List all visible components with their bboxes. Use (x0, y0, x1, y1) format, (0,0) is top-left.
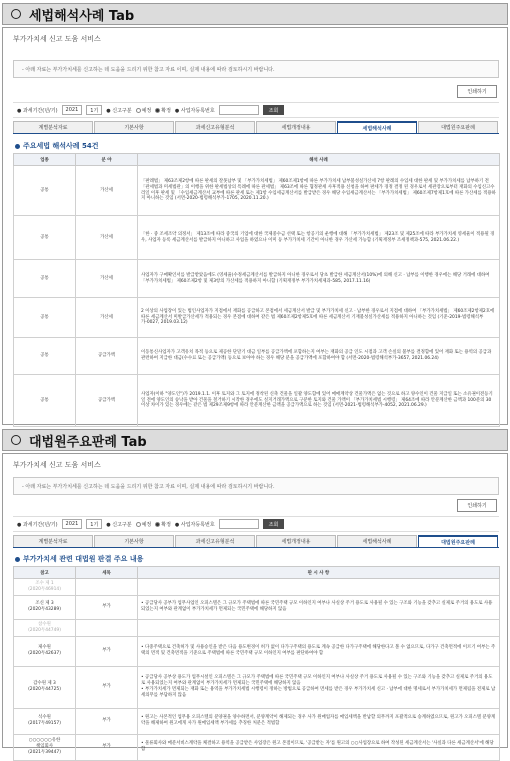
col-header-industry: 업종 (14, 154, 76, 166)
table-row (14, 619, 500, 636)
bizno-label: ● 사업자등록번호 (174, 521, 215, 528)
ref-cell: 조수 제 1 (2020두46914) (14, 579, 76, 596)
tab-bar (13, 121, 499, 134)
count-title: 주요세법 해석사례 54건 (15, 141, 98, 151)
ruling-text-cell (138, 619, 500, 636)
field-cell: 공급가액 (76, 375, 138, 427)
interpretation-table (13, 153, 500, 427)
screenshot-panel-supreme-court (2, 453, 508, 756)
radio-final[interactable]: 확정 (155, 521, 171, 528)
table-row (14, 595, 500, 619)
bizno-input[interactable] (219, 105, 259, 115)
radio-preliminary[interactable]: 예정 (136, 107, 152, 114)
ruling-text-cell: • 공급당사 공부상 용도가 업무시설인 오피스텔은 그 규모가 주택법에 따른 국민주택 규모 이하인지 여부나 사실상 주거 용도로 사용될 수 있는 구조와 기능을 갖추고 실제로 주거의 용도로 사용되었는지 여부와 관계없이 부가가치세가 면제되는 국민주택에 해당하지 않음 • 부가가치세가 면제되는 재화 또는 용역을 부가가치세법 시행령이 정하는 방법으로 공급하여 면세를 받은 경우 부가가치세 신고 · 납부에 대한 명세로서 부가가치세가 면제됨을 전제로 납세의무를 부담하지 않음 (138, 666, 500, 708)
table-row (14, 375, 500, 427)
tab-4[interactable]: 세법해석사례 (337, 121, 417, 133)
tab-2[interactable]: 과세신고유형분석 (175, 121, 255, 133)
ruling-text-cell: • 원고는 사본적인 업무용 오피스텔의 분양권을 양수하면서, 분양계약이 해제되는 경우 사가 원매업자를 매입세액을 반납할 의무까지 포괄적으로 승계하였으므로, 원고가 오피스텔 분양계약을 해제하여 원고에게 사가 원매입세액 부가세를 추징한 처분은 적법함 (138, 708, 500, 734)
case-text-cell: 2 이상의 사업장이 있는 법인사업자가 지점에서 재화를 공급하고 본점에서 세금계산서 발급 및 부가가치세 신고 · 납부한 경우로서 지점에 대하여 「부가가치세법」 제60조제2항제2호에 따른 세금계산서 미발급가산세가 적용되는 경우 본점에 대하여 같은 법 제60조제2항제5호에 따른 세금계산서 기재불성실가산세를 적용하지 아니하는 것임 (기준-2019-법령해석부가-0027, 2019.03.12) (138, 298, 500, 338)
case-text-cell: 「판례법」 제63조제2항에 따른 판세의 잘못납부 및 「부가가치세법」 제60조제1항에 따른 부가가치세 납부불성실가산세 7항 판례의 수입세 대한 판세 및 부가가치세를 납부하기 전 「관세법과 미세법관」의 이행을 위한 판세법상의 특례에 따른 관세법」 제63조에 따른 협정관세 사후적용 신청을 하여 판세가 경정 결정 된 경우로서 세관장으로부터 재화의 수입신고수리일 이후 판세 및 「수입세금계산서 교부에 따른 관세 또는 제1항 수입세금계산서를 발급받은 경우 해당 수입세금계산서는 「부가가치세법」 제60조제7항제1호에 따른 가산세를 적용하지 아니하는 것임 (서면-2020-법령해석부가-1705, 2020.11.20.) (138, 166, 500, 216)
ruling-text-cell: • 다중주택으로 건축허가 및 사용승인을 받은 다음 용도변경이 허가 없이 다가구주택의 용도로 계속 공급한 다가구주택에 해당한다고 볼 수 없으므로, 다가구 건축면적에 이르기 여부는 주택의 면적 및 건축면적을 기준으로 주택법에 따른 국민주택 규모 이하인지 여부를 판단하여야 함 (138, 636, 500, 666)
query-button[interactable]: 조회 (263, 519, 285, 529)
industry-cell: 공통 (14, 375, 76, 427)
col-header-ruling: 판 시 사 항 (138, 567, 500, 579)
radio-final[interactable]: 확정 (155, 107, 171, 114)
tab-bar (13, 535, 499, 548)
col-header-tax: 세목 (76, 567, 138, 579)
field-cell: 공급가액 (76, 338, 138, 375)
industry-cell: 공통 (14, 338, 76, 375)
tax-cell: 부가 (76, 666, 138, 708)
col-header-field: 분 야 (76, 154, 138, 166)
bizno-input[interactable] (219, 519, 259, 529)
table-row (14, 166, 500, 216)
circle-bullet-icon (11, 9, 21, 19)
report-type-label: ● 신고구분 (106, 521, 132, 528)
industry-cell: 공통 (14, 260, 76, 298)
table-row (14, 579, 500, 596)
industry-cell: 공통 (14, 216, 76, 260)
tax-cell: 부가 (76, 636, 138, 666)
bizno-label: ● 사업자등록번호 (174, 107, 215, 114)
ruling-text-cell: • 물류회사와 매분서비스계약을 체결하고 용역을 공급받은 사업장은 원고 본점이므로, '공급받는 자'를 원고의 ○○사업장으로 하여 작성된 세금계산서는 '사실과 다른 세금계산서'에 해당함 (138, 734, 500, 760)
table-row (14, 260, 500, 298)
section-header-supreme-court (2, 429, 508, 451)
notice-text: - 아래 자료는 부가가치세를 신고하는 데 도움을 드리기 위한 참고 자료 이며, 실제 내용에 따라 검토하시기 바랍니다. (22, 483, 275, 490)
tab-4[interactable]: 세법해석사례 (337, 535, 417, 547)
circle-bullet-icon (11, 435, 21, 445)
tax-cell (76, 579, 138, 596)
print-button[interactable]: 인쇄하기 (457, 85, 497, 98)
case-text-cell: 사업자(이하 "양도인")가 2019.1.1. 이후 토지와 그 토지에 정착된 신축 건물을 일괄 양도함에 있어 매매계약상 건물가액은 없는 것으로 하고 양수인이 건물 지급일 또는 소유권이전등기일 전에 양도인의 승낙을 받아 건물을 철거하기 시작한 경우에도 실지거래가액으로 구분한 토지와 건물 가액이 「부가가치세법 시행령」 제64조에 따라 안분계산한 금액과 100분의 30 이상 차이가 있는 경우에는 같은 법 제29조제9항에 따라 안분계산한 금액을 공급가액으로 하는 것임 (서면-2021-법령해석부가-4052, 2021.06.29.) (138, 375, 500, 427)
table-row (14, 338, 500, 375)
query-button[interactable]: 조회 (263, 105, 285, 115)
period-label: ● 과세기간(년/기) (17, 521, 58, 528)
service-title: 부가가치세 신고 도움 서비스 (13, 35, 101, 43)
ref-cell: 제수원 (2020두42637) (14, 636, 76, 666)
tax-cell: 부가 (76, 595, 138, 619)
tab-0[interactable]: 계별분석자료 (13, 121, 93, 133)
term-select[interactable]: 1기 (86, 105, 102, 115)
field-cell: 가산세 (76, 166, 138, 216)
tab-3[interactable]: 세법개정내용 (256, 121, 336, 133)
tab-2[interactable]: 과세신고유형분석 (175, 535, 255, 547)
tab-1[interactable]: 기본사항 (94, 121, 174, 133)
tax-cell: 부가 (76, 734, 138, 760)
bullet-icon (15, 557, 20, 562)
ref-cell: 참수원 (2020두44749) (14, 619, 76, 636)
ruling-text-cell: • 공급당사 공부가 업무사업인 오피스텔은 그 규모가 주택법에 따른 국민주택 규모 이하인지 여부나 사실상 주거 용도로 사용될 수 있는 구조와 기능을 갖추고 실제로 주거의 용도로 사용되었는지 여부와 관계없이 부가가치세가 면제되는 국민주택에 해당하지 않음 (138, 595, 500, 619)
table-row (14, 734, 500, 760)
table-row (14, 636, 500, 666)
notice-box (13, 477, 499, 495)
print-button[interactable]: 인쇄하기 (457, 499, 497, 512)
field-cell: 가산세 (76, 216, 138, 260)
service-title: 부가가치세 신고 도움 서비스 (13, 461, 101, 469)
bullet-icon (15, 144, 20, 149)
filter-row (13, 516, 499, 532)
tab-5[interactable]: 대법원주요판례 (418, 535, 498, 547)
table-row (14, 216, 500, 260)
term-select[interactable]: 1기 (86, 519, 102, 529)
section-title: 세법해석사례 Tab (29, 8, 135, 24)
col-header-ref: 참고 (14, 567, 76, 579)
col-header-case: 해석 사례 (138, 154, 500, 166)
year-select[interactable]: 2021 (62, 519, 83, 529)
report-type-label: ● 신고구분 (106, 107, 132, 114)
tab-1[interactable]: 기본사항 (94, 535, 174, 547)
tab-5[interactable]: 대법원주요판례 (418, 121, 498, 133)
ref-cell: 석수원 (2017두49157) (14, 708, 76, 734)
industry-cell: 공통 (14, 298, 76, 338)
tax-cell (76, 619, 138, 636)
section-header-interpretations (2, 3, 508, 25)
notice-box (13, 60, 499, 78)
count-title: 부가가치세 관련 대법원 판결 주요 내용 (15, 554, 143, 564)
radio-preliminary[interactable]: 예정 (136, 521, 152, 528)
table-row (14, 708, 500, 734)
tab-0[interactable]: 계별분석자료 (13, 535, 93, 547)
case-text-cell: 사업자가 구매확인서를 발급받았음에도 (영세율)수정세금계산서를 발급하지 아니한 경우로서 당초 발급한 세금계산서(10%)에 의해 신고 · 납부를 이행한 경우에는 해당 거래에 대하여 「부가가치세법」 제60조제2항 및 제3항의 가산세를 적용하지 아니함 (기획재정부 부가가치세제과-585, 2017.11.16) (138, 260, 500, 298)
ref-cell: 조신 제 3 (2020두43289) (14, 595, 76, 619)
ruling-text-cell (138, 579, 500, 596)
case-text-cell: 이동통신사업자가 고객유치 목적 등으로 제공한 단말기 대금 일부를 공급가액에 포함하는지 여부는 재화의 공급 인도 시점과 고객 손실의 불부를 결정함에 있어 재화 또는 용역의 공급과 관련하여 지급한 대금(수수료 또는 공급가액) 등으로 보아야 하는 경우 해당 분을 공급가액에 포함하여야 함 (서면-2020-법령해석부가-3657, 2021.06.24) (138, 338, 500, 375)
year-select[interactable]: 2021 (62, 105, 83, 115)
field-cell: 가산세 (76, 260, 138, 298)
section-title: 대법원주요판례 Tab (29, 434, 147, 450)
ref-cell: 감수원 제 3 (2020두44725) (14, 666, 76, 708)
ref-cell: ○○○○○○유한 책임회사 (2021두39447) (14, 734, 76, 760)
tax-cell: 부가 (76, 708, 138, 734)
table-row (14, 666, 500, 708)
notice-text: - 아래 자료는 부가가치세를 신고하는 데 도움을 드리기 위한 참고 자료 이며, 실제 내용에 따라 검토하시기 바랍니다. (22, 66, 275, 73)
industry-cell: 공통 (14, 166, 76, 216)
period-label: ● 과세기간(년/기) (17, 107, 58, 114)
table-row (14, 298, 500, 338)
field-cell: 가산세 (76, 298, 138, 338)
screenshot-panel-interpretations (2, 27, 508, 425)
court-case-table (13, 566, 500, 761)
case-text-cell: 「한 · 중 조세조약 의정서」 제13조에 따라 중국의 기업에 대한 국제중수금 선택 또는 항공기의 운행에 대해 「부가가치세법」 제23조 및 제25조에 따라 부가가치세 영세율이 적용될 경우, 사업자 등록 세금계산서를 발급하지 아니하고 사업을 하였으나 이미 등 부가가치세 기간이 아니한 경우 가산세 가능함 (기획재정부 조세정책과-575, 2021.06.22.) (138, 216, 500, 260)
tab-3[interactable]: 세법개정내용 (256, 535, 336, 547)
filter-row (13, 102, 499, 118)
